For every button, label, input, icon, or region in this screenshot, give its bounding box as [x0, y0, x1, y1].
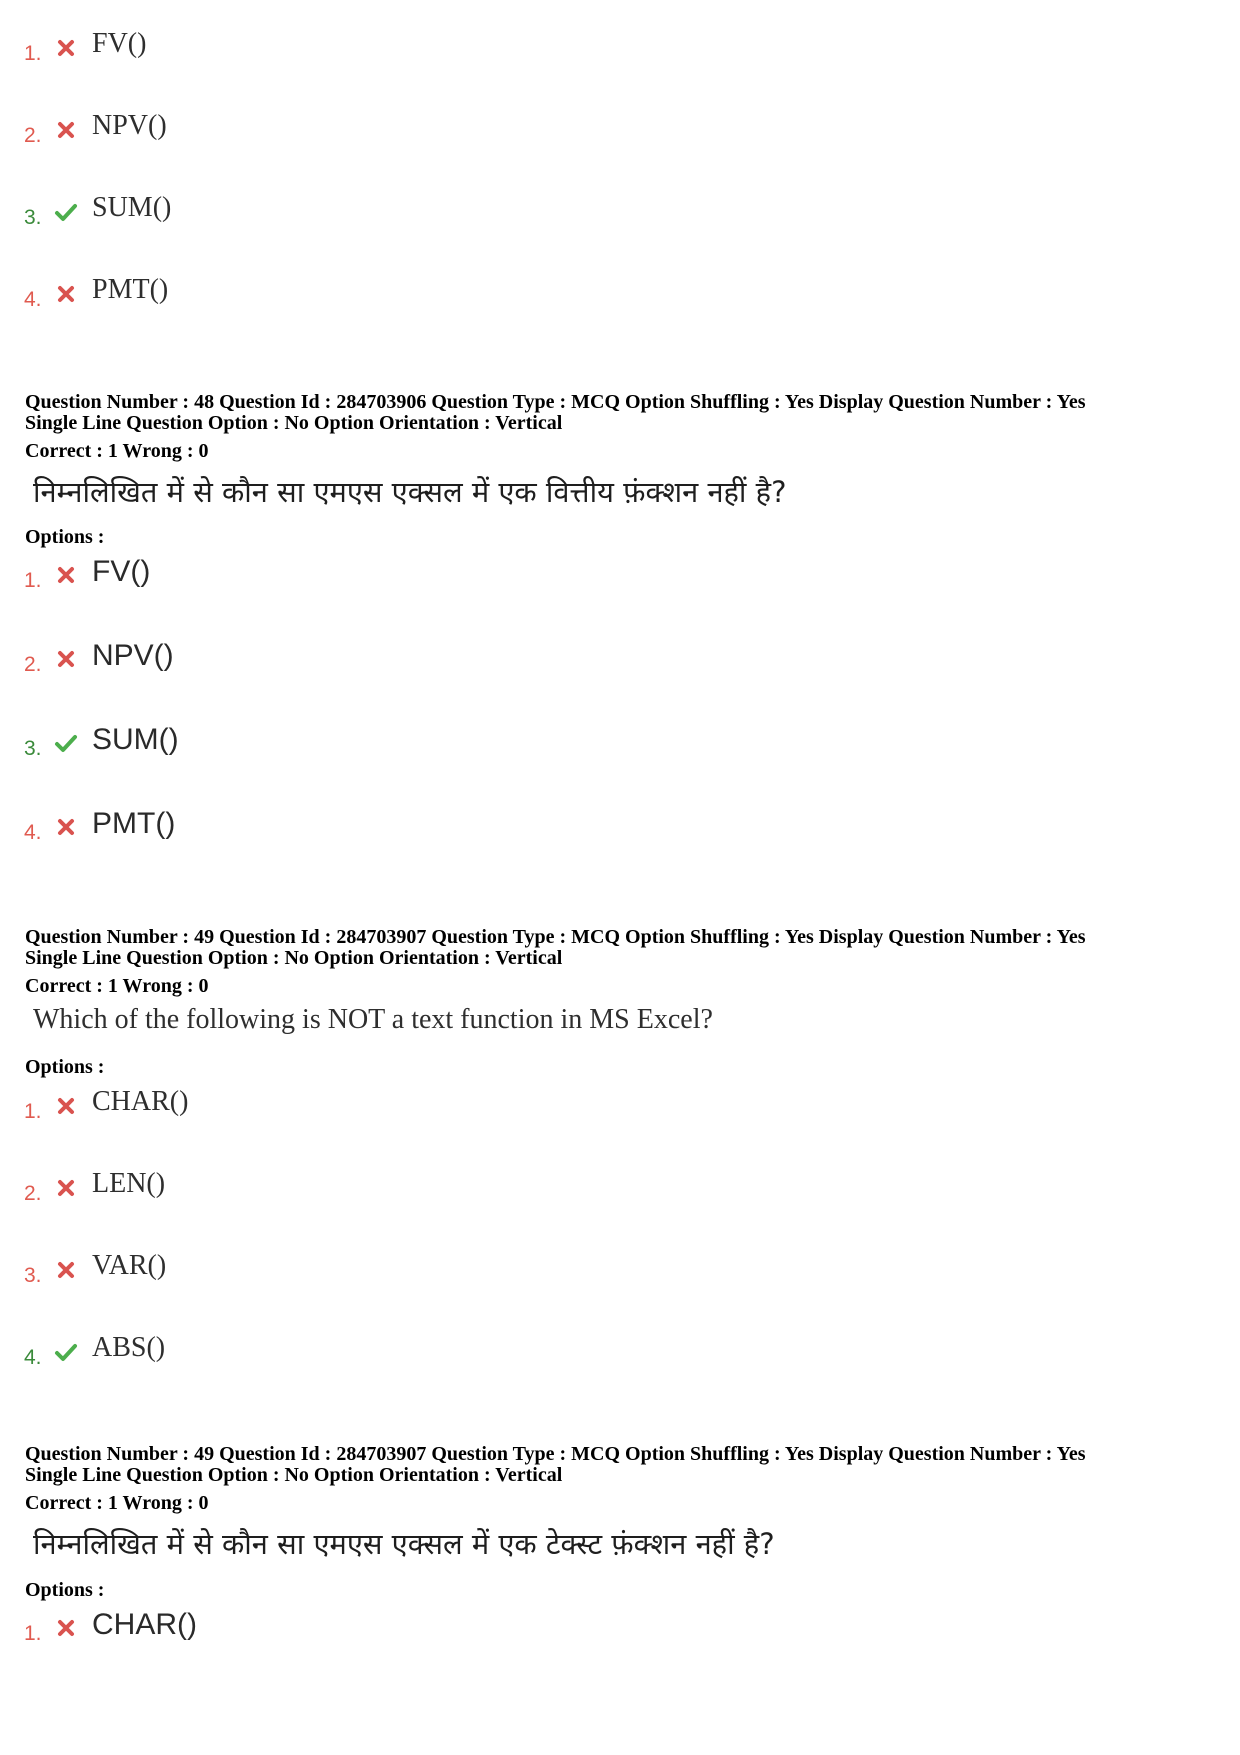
top-option-4: [24, 274, 424, 324]
question-meta-line1: Question Number : 48 Question Id : 284703906 Question Type : MCQ Option Shuffling : Yes Display Question Number : Yes: [25, 391, 1086, 413]
cross-icon: [54, 1094, 78, 1118]
top-option-3: [24, 192, 424, 242]
cross-icon: [54, 647, 78, 671]
q49-en-option-1: [24, 1086, 424, 1136]
options-label: Options :: [25, 1579, 105, 1601]
check-icon: [54, 731, 78, 755]
cross-icon: [54, 1616, 78, 1640]
option-number: 4.: [24, 1346, 42, 1369]
options-label: Options :: [25, 1056, 105, 1078]
question-text: Which of the following is NOT a text function in MS Excel?: [33, 1004, 713, 1035]
question-text: निम्नलिखित में से कौन सा एमएस एक्सल में एक वित्तीय फ़ंक्शन नहीं है?: [33, 475, 787, 509]
cross-icon: [54, 1176, 78, 1200]
option-text: NPV(): [92, 110, 167, 141]
option-text: PMT(): [92, 274, 169, 305]
question-marks: Correct : 1 Wrong : 0: [25, 440, 209, 462]
options-label: Options :: [25, 526, 105, 548]
q49-en-option-2: [24, 1168, 424, 1218]
option-number: 1.: [24, 569, 42, 592]
cross-icon: [54, 118, 78, 142]
option-number: 2.: [24, 124, 42, 147]
question-marks: Correct : 1 Wrong : 0: [25, 1492, 209, 1514]
cross-icon: [54, 1258, 78, 1282]
q49-hi-option-1: [24, 1608, 424, 1658]
cross-icon: [54, 563, 78, 587]
q49-en-option-4: [24, 1332, 424, 1382]
option-text: PMT(): [92, 807, 176, 840]
question-meta-line2: Single Line Question Option : No Option Orientation : Vertical: [25, 947, 563, 969]
option-text: FV(): [92, 28, 147, 59]
option-number: 3.: [24, 737, 42, 760]
option-text: VAR(): [92, 1250, 167, 1281]
option-text: NPV(): [92, 639, 174, 672]
option-number: 3.: [24, 206, 42, 229]
option-number: 3.: [24, 1264, 42, 1287]
q48-option-3: [24, 723, 424, 773]
question-meta-line1: Question Number : 49 Question Id : 284703907 Question Type : MCQ Option Shuffling : Yes Display Question Number : Yes: [25, 926, 1086, 948]
option-text: LEN(): [92, 1168, 166, 1199]
option-number: 2.: [24, 653, 42, 676]
top-option-1: [24, 28, 424, 78]
check-icon: [54, 1340, 78, 1364]
option-text: CHAR(): [92, 1608, 197, 1641]
option-text: CHAR(): [92, 1086, 189, 1117]
option-number: 4.: [24, 821, 42, 844]
option-number: 4.: [24, 288, 42, 311]
q48-option-1: [24, 555, 424, 605]
question-meta-line2: Single Line Question Option : No Option Orientation : Vertical: [25, 1464, 563, 1486]
cross-icon: [54, 36, 78, 60]
option-number: 2.: [24, 1182, 42, 1205]
question-text: निम्नलिखित में से कौन सा एमएस एक्सल में एक टेक्स्ट फ़ंक्शन नहीं है?: [33, 1527, 775, 1561]
cross-icon: [54, 815, 78, 839]
option-text: ABS(): [92, 1332, 166, 1363]
q48-option-4: [24, 807, 424, 857]
option-text: SUM(): [92, 192, 172, 223]
cross-icon: [54, 282, 78, 306]
question-meta-line2: Single Line Question Option : No Option Orientation : Vertical: [25, 412, 563, 434]
q49-en-option-3: [24, 1250, 424, 1300]
check-icon: [54, 200, 78, 224]
q48-option-2: [24, 639, 424, 689]
option-text: FV(): [92, 555, 151, 588]
question-meta-line1: Question Number : 49 Question Id : 284703907 Question Type : MCQ Option Shuffling : Yes Display Question Number : Yes: [25, 1443, 1086, 1465]
option-number: 1.: [24, 42, 42, 65]
option-number: 1.: [24, 1622, 42, 1645]
option-text: SUM(): [92, 723, 179, 756]
top-option-2: [24, 110, 424, 160]
question-marks: Correct : 1 Wrong : 0: [25, 975, 209, 997]
option-number: 1.: [24, 1100, 42, 1123]
